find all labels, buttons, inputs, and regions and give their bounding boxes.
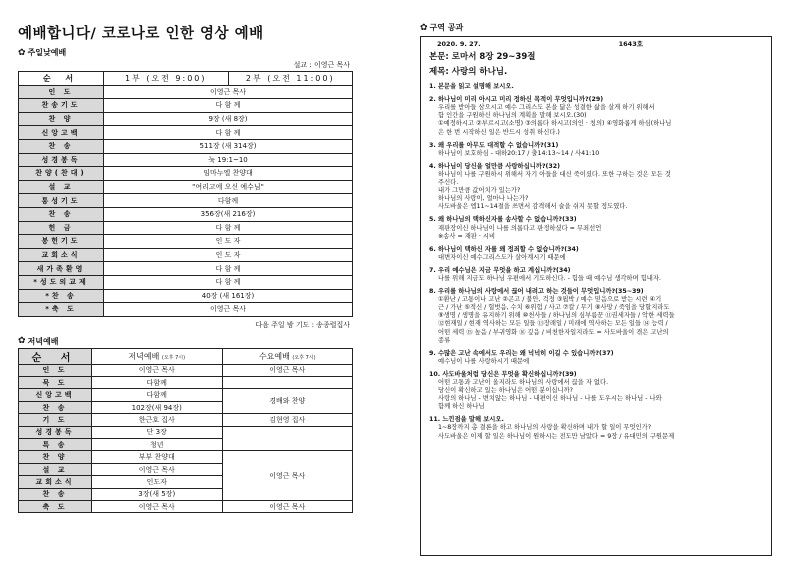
row-value: 다 함 께 [104, 99, 353, 113]
page-title: 예배합니다/ 코로나로 인한 영상 예배 [18, 26, 264, 42]
table-row [19, 500, 353, 512]
row-value: 인 도 자 [104, 248, 353, 262]
row-label: 기 도 [19, 414, 92, 426]
evening-value: 인도자 [92, 476, 223, 488]
next-prayer: 다음 주일 밤 기도 : 송종렬집사 [255, 320, 350, 329]
study-answer-line: 우리를 받아들 삼으시고 예수 그리스도 본을 닮은 성결한 삶을 살게 하기 위해서 [438, 104, 655, 112]
study-answer-line: ①환난 / 고통이나 고난 ②곤고 / 불안, 걱정 ③핍박 / 예수 믿음으로 받는 시련 ④기 [438, 296, 662, 304]
evening-value: 다함께 [92, 389, 223, 401]
study-datebar [429, 40, 763, 48]
table-row [19, 303, 353, 317]
sermon-meta: 설교 : 이영근 목사 [293, 61, 350, 69]
row-label: *찬 송 [19, 289, 104, 303]
row-label: 봉헌기도 [19, 235, 104, 249]
lesson-number: 1643호 [618, 40, 643, 48]
row-label: 교회소식 [19, 476, 92, 488]
sunday-rows [19, 85, 353, 316]
study-question: 10. 사도바울처럼 당신은 무엇을 확신하십니까?(39) [429, 370, 577, 378]
row-value: 9장 (새 8장) [104, 112, 353, 126]
study-answer-line: 함 인간을 구원하신 하나님의 계획을 말해 보시오.(30) [438, 112, 587, 120]
row-value: "여리고에 오신 예수님" [104, 180, 353, 194]
study-answer-line: 재판장이신 하나님이 나를 의롭다고 판정하셨다 = 무죄선언 [438, 224, 602, 232]
row-label: *성도의교제 [19, 275, 104, 289]
header-second-service: 2부 (오전 11:00) [228, 72, 353, 86]
study-answer-line: ⑨생명 / 생명을 유지하기 위해 ⑩천사들 / 하나님의 심부름꾼 ⑪권세자들 / 악한 세력들 [438, 312, 675, 320]
row-value: 다 함 께 [104, 262, 353, 276]
study-answer-line: 예수님이 나를 사랑하시기 때문에 [438, 357, 530, 365]
row-label: 설 교 [19, 180, 104, 194]
header-order: 순 서 [19, 348, 92, 364]
study-items [429, 83, 763, 441]
row-label: 헌 금 [19, 221, 104, 235]
table-row [19, 248, 353, 262]
row-label: 찬 송 [19, 488, 92, 500]
study-question: 3. 왜 우리를 아무도 대적할 수 없습니까?(31) [429, 141, 559, 149]
study-answer-line: 근 / 가난 ⑤적신 / 헐벗음, 수치 ⑥위험 / 사고 ⑦칼 / 무기 ⑧사망 / 죽임을 당할지라도 [438, 304, 670, 312]
table-row [19, 153, 353, 167]
row-value: 임마누엘 찬양대 [104, 167, 353, 181]
row-label: 인 도 [19, 85, 104, 99]
table-row [19, 85, 353, 99]
table-row [19, 364, 353, 376]
study-question: 7. 우리 예수님은 지금 무엇을 하고 계십니까?(34) [429, 266, 571, 274]
header-first-service: 1부 (오전 9:00) [104, 72, 229, 86]
row-label: 성경봉독 [19, 153, 104, 167]
table-row [19, 377, 353, 389]
evening-rows [19, 364, 353, 513]
study-answer-line: 하나님의 사랑이, 얼마나 나는가? [438, 195, 529, 203]
study-answer-line: ①예정하시고 ②부르시고(소명) ③의롭다 하시고(의인 · 칭의) ④영화롭게 하심(하나님 [438, 120, 672, 128]
study-question: 4. 하나님이 당신을 얼만큼 사랑하십니까?(32) [429, 162, 561, 170]
row-label: 신앙고백 [19, 126, 104, 140]
study-answer-line: 사도바울은 이제 할 일은 하나님이 원하시는 전도만 남았다 = 9장 / 유대민의 구원문제 [438, 432, 675, 440]
header-order: 순 서 [19, 72, 104, 86]
table-row [19, 126, 353, 140]
study-question: 2. 하나님이 미리 아시고 미리 정하신 목적이 무엇입니까?(29) [429, 96, 604, 104]
row-label: 찬 송 [19, 139, 104, 153]
evening-value: 3장(새 5장) [92, 488, 223, 500]
study-question: 11. 느낀점을 말해 보시오. [429, 416, 504, 424]
study-answer-line: 주신다. [438, 179, 459, 187]
row-value: 이영근 목사 [104, 303, 353, 317]
row-label: 찬송기도 [19, 99, 104, 113]
table-row [19, 180, 353, 194]
study-answer-line: 어떤 세력 ⑮ 높음 / 부귀영화 ⑯ 깊음 / 비천한자일지라도 = 사도바울이 겪은 고난의 [438, 328, 669, 336]
study-question: 5. 왜 하나님의 택하신자를 송사할 수 없습니까?(33) [429, 216, 577, 224]
study-section-label: ✿ 구역 공과 [420, 22, 464, 33]
table-row [19, 99, 353, 113]
table-header-row [19, 348, 353, 364]
row-label: 찬 송 [19, 401, 92, 413]
wednesday-value: 이영근 목사 [222, 500, 353, 512]
row-label: 성경봉독 [19, 426, 92, 438]
table-row [19, 262, 353, 276]
table-row [19, 139, 353, 153]
row-label: *축 도 [19, 303, 104, 317]
row-value: 다 함 께 [104, 221, 353, 235]
row-label: 찬 송 [19, 207, 104, 221]
study-answer-line: 사도바울은 엡11~14절을 쓰면서 감격해서 술을 쉬지 못할 정도였다. [438, 203, 628, 211]
wednesday-value [222, 377, 353, 389]
row-label: 통성기도 [19, 194, 104, 208]
table-row [19, 112, 353, 126]
table-row [19, 207, 353, 221]
study-answer-line: 대변자이신 예수그리스도가 살아계시기 때문에 [438, 253, 566, 261]
evening-value: 한근호 집사 [92, 414, 223, 426]
flower-icon: ✿ [420, 22, 428, 33]
row-value: 다함께 [104, 194, 353, 208]
study-subject: 제목: 사랑의 하나님. [429, 67, 508, 78]
table-row [19, 426, 353, 438]
wednesday-value [222, 426, 353, 451]
row-value: 356장(새 216장) [104, 207, 353, 221]
wednesday-value: 경배와 찬양 [222, 389, 353, 414]
row-label: 설 교 [19, 463, 92, 475]
sunday-worship-table [18, 71, 353, 317]
study-answer-line: ※송사 = 재판 · 시비 [438, 232, 496, 240]
row-label: 축 도 [19, 500, 92, 512]
row-label: 신앙고백 [19, 389, 92, 401]
table-row [19, 414, 353, 426]
row-value: 511장 (새 314장) [104, 139, 353, 153]
evening-section-label: ✿ 저녁예배 [18, 336, 59, 347]
table-row [19, 167, 353, 181]
evening-value: 이영근 목사 [92, 463, 223, 475]
study-answer-line: 종류 [438, 336, 451, 344]
study-passage: 본문: 로마서 8장 29~39절 [429, 52, 536, 63]
study-answer-line: 어떤 고통과 고난이 올지라도 하나님의 사랑에서 끊을 자 없다. [438, 379, 609, 386]
study-answer-line: 하나님이 나를 구원하시 위해서 자기 아들을 대신 죽이셨다. 또한 구하는 것은 모든 것 [438, 170, 671, 178]
study-answer-line: 하나님이 보호하심 - 대하20:17 / 출14:13~14 / 사41:10 [438, 149, 600, 157]
right-page [420, 22, 772, 556]
left-page [18, 22, 353, 513]
wednesday-value: 이영근 목사 [222, 364, 353, 376]
table-row [19, 194, 353, 208]
row-value: 눅 19:1~10 [104, 153, 353, 167]
row-label: 교회소식 [19, 248, 104, 262]
study-answer-line: 은 한 번 시작하신 일은 반드시 성취 하신다.) [438, 128, 560, 136]
row-label: 찬 양 [19, 451, 92, 463]
study-question: 1. 본문을 읽고 설명해 보시오. [429, 83, 514, 91]
study-question: 9. 수많은 고난 속에서도 우리는 왜 넉넉히 이길 수 있습니까?(37) [429, 349, 614, 357]
row-label: 묵 도 [19, 377, 92, 389]
study-answer-line: 나를 위해 지금도 하나님 우편에서 기도하신다. - 힘들 때 예수님 생각하며 힘내자. [438, 274, 661, 282]
row-label: 인 도 [19, 364, 92, 376]
study-date: 2020. 9. 27. [437, 40, 481, 48]
study-question: 6. 하나님이 택하신 자를 왜 정죄할 수 없습니까?(34) [429, 245, 579, 253]
wednesday-value: 김현영 집사 [222, 414, 353, 426]
row-label: 찬양(찬대) [19, 167, 104, 181]
wednesday-value: 이영근 목사 [222, 451, 353, 501]
evening-value: 단 3장 [92, 426, 223, 438]
header-wednesday: 수요예배 (오후 7시) [222, 348, 353, 364]
evening-worship-table [18, 348, 353, 514]
table-row [19, 389, 353, 401]
table-row [19, 275, 353, 289]
header-evening: 저녁예배 (오후 7시) [92, 348, 223, 364]
study-answer-line: 사랑의 하나님 - 변치않는 하나님 - 내편이신 하나님 - 나를 도우시는 하나님 - 나와 [438, 395, 662, 403]
row-label: 찬 양 [19, 112, 104, 126]
table-row [19, 289, 353, 303]
table-row [19, 451, 353, 463]
flower-icon: ✿ [18, 47, 26, 58]
table-row [19, 221, 353, 235]
evening-value: 청년 [92, 439, 223, 451]
row-value: 다 함 께 [104, 126, 353, 140]
study-answer-line: 당신이 확신하고 있는 하나님은 어떤 분이십니까? [438, 387, 574, 395]
row-value: 다 함 께 [104, 275, 353, 289]
sunday-section-label: ✿ 주일낮예배 [18, 47, 67, 58]
table-row [19, 235, 353, 249]
row-value: 인 도 자 [104, 235, 353, 249]
study-question: 8. 우리를 하나님의 사랑에서 끊어 내려고 하는 것들이 무엇입니까?(35~39) [429, 288, 644, 296]
evening-value: 다함께 [92, 377, 223, 389]
study-answer-line: 함께 하신 하나님 [438, 403, 485, 411]
study-box [420, 36, 772, 556]
row-label: 특 송 [19, 439, 92, 451]
flower-icon: ✿ [18, 336, 26, 347]
row-value: 40장 (새 161장) [104, 289, 353, 303]
evening-value: 부부 찬양대 [92, 451, 223, 463]
table-header-row [19, 72, 353, 86]
row-label: 새가족환영 [19, 262, 104, 276]
evening-value: 102장(새 94장) [92, 401, 223, 413]
row-value: 이영근 목사 [104, 85, 353, 99]
evening-value: 이영근 목사 [92, 500, 223, 512]
evening-value: 이영근 목사 [92, 364, 223, 376]
study-answer-line: 1~8장까지 총 결론을 하고 하나님의 사랑을 확신하며 내가 할 일이 무엇인가? [438, 424, 652, 432]
study-answer-line: 내가 그만큼 값어치가 있는가? [438, 187, 521, 195]
study-answer-line: ⑫현재일 / 현재 역사하는 모든 일들 ⑬장래일 / 미래에 역사하는 모든 일들 ⑭ 능력 / [438, 320, 668, 328]
